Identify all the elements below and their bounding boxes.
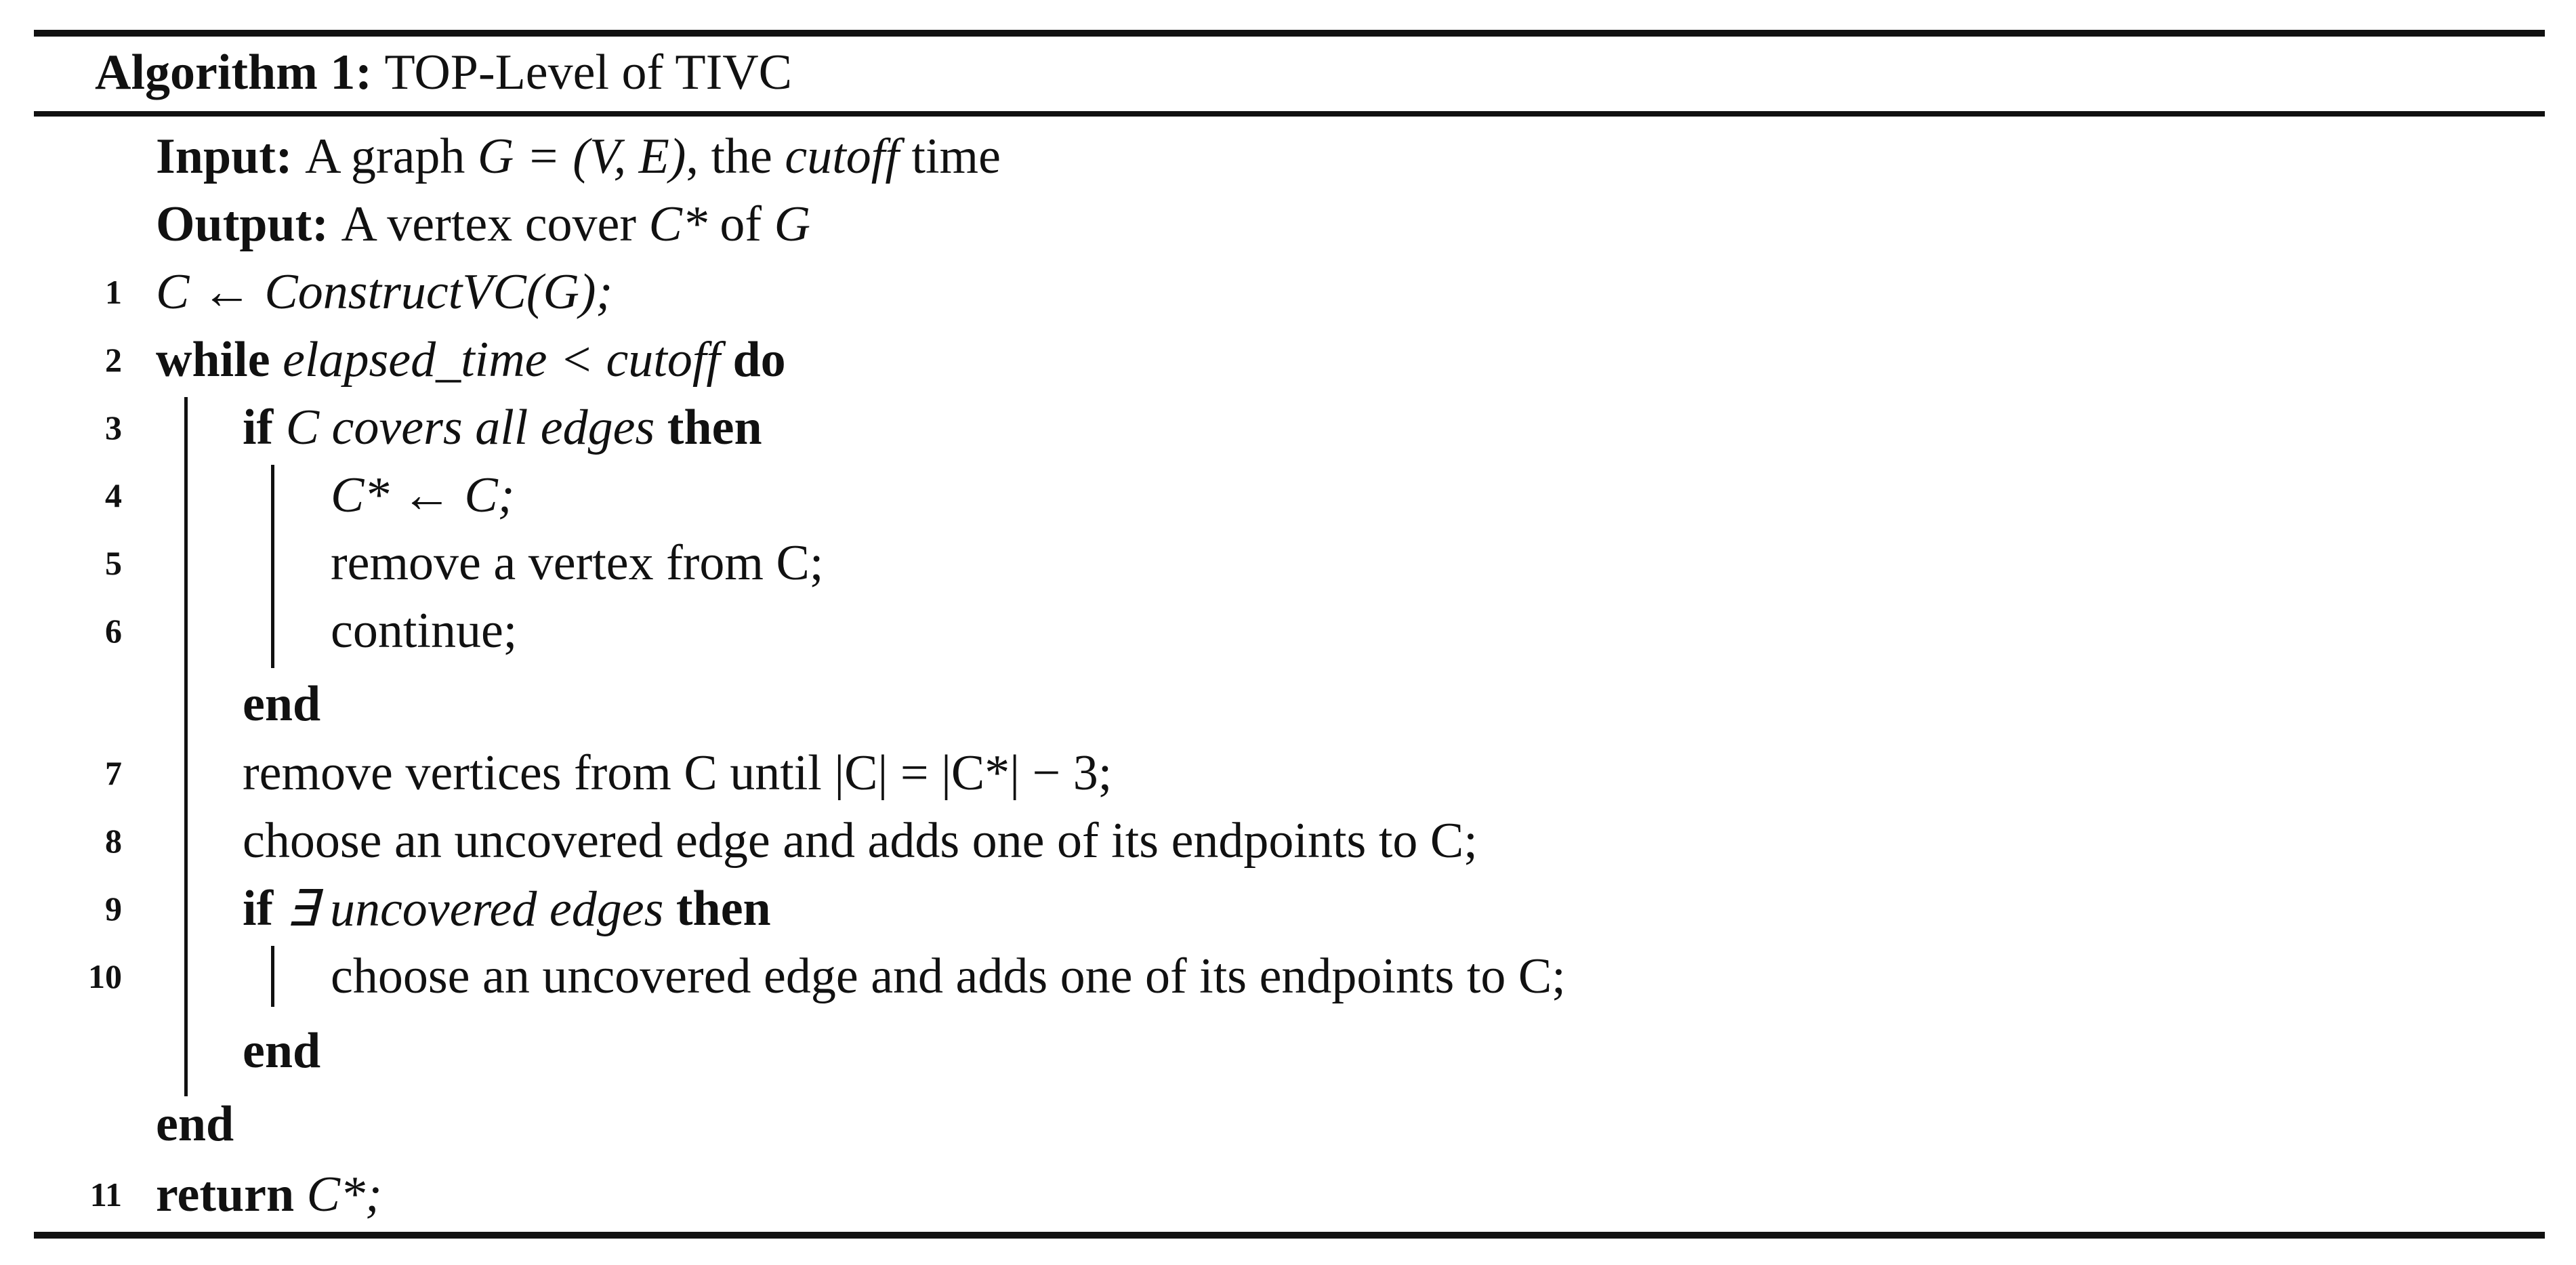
- bottom-rule: [34, 1232, 2545, 1239]
- output-keyword: Output:: [156, 196, 329, 252]
- do-keyword: do: [732, 331, 786, 388]
- return-keyword: return: [156, 1166, 295, 1222]
- end-keyword: end: [156, 1096, 234, 1152]
- code-line: continue;: [331, 602, 518, 659]
- end-keyword: end: [243, 676, 321, 732]
- line-number: 4: [105, 476, 122, 514]
- input-graph-math: G = (V, E): [477, 128, 686, 184]
- if-keyword: if: [243, 880, 274, 936]
- input-text-3: time: [911, 128, 1001, 184]
- line-number: 10: [88, 957, 122, 995]
- code-line: C* ← C;: [331, 467, 515, 523]
- code-line: remove a vertex from C;: [331, 535, 824, 591]
- if-condition: C covers all edges: [285, 399, 655, 455]
- input-cutoff: cutoff: [785, 128, 899, 184]
- line-number: 3: [105, 409, 122, 447]
- input-line: [156, 126, 1001, 187]
- while-keyword: while: [156, 331, 270, 388]
- input-text-2: , the: [686, 128, 772, 184]
- if-block-bar: [271, 465, 274, 668]
- code-line: [156, 329, 786, 390]
- line-number: 8: [105, 822, 122, 860]
- then-keyword: then: [667, 399, 762, 455]
- while-condition: elapsed_time < cutoff: [283, 331, 720, 388]
- line-number: 7: [105, 754, 122, 792]
- line-number: 1: [105, 273, 122, 311]
- if-keyword: if: [243, 399, 274, 455]
- line-number: 2: [105, 341, 122, 379]
- line-number: 5: [105, 544, 122, 582]
- code-line: C ← ConstructVC(G);: [156, 264, 613, 320]
- return-value: C*;: [306, 1166, 382, 1222]
- code-line: [243, 397, 762, 458]
- code-line: choose an uncovered edge and adds one of its endpoints to C;: [331, 948, 1566, 1004]
- if-condition: ∃ uncovered edges: [285, 881, 664, 937]
- header-rule: [34, 111, 2545, 117]
- output-graph-math: G: [774, 196, 811, 252]
- input-text: A graph: [305, 128, 465, 184]
- code-line: [156, 1164, 382, 1225]
- while-block-bar: [184, 397, 188, 1096]
- then-keyword: then: [676, 880, 771, 936]
- algorithm-name: TOP-Level of TIVC: [384, 44, 793, 100]
- algorithm-title: [95, 35, 792, 110]
- code-line: choose an uncovered edge and adds one of its endpoints to C;: [243, 812, 1478, 869]
- end-keyword: end: [243, 1022, 321, 1079]
- line-number: 11: [89, 1176, 122, 1214]
- code-line: [243, 878, 771, 939]
- if-block-bar: [271, 946, 274, 1007]
- line-number: 9: [105, 890, 122, 928]
- output-text: A vertex cover: [341, 196, 637, 252]
- input-keyword: Input:: [156, 128, 293, 184]
- algorithm-label: Algorithm 1:: [95, 44, 372, 100]
- code-line: remove vertices from C until |C| = |C*| − 3;: [243, 745, 1113, 801]
- output-cover-math: C*: [648, 196, 707, 252]
- output-line: [156, 194, 810, 255]
- output-text-2: of: [720, 196, 762, 252]
- line-number: 6: [105, 612, 122, 650]
